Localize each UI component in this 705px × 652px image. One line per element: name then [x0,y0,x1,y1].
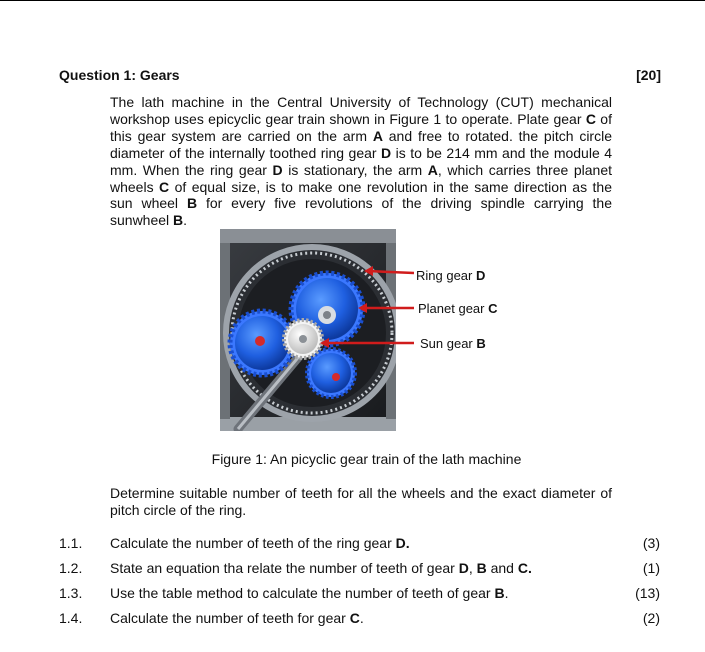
bold-term: B [186,195,198,212]
text-run: , [468,560,477,576]
text-run: . [359,610,364,626]
item-number: 1.1. [59,535,83,551]
item-marks: (1) [642,560,660,576]
question-item [59,610,660,628]
bold-term: D [381,144,392,161]
item-text [110,610,364,626]
text-run: is stationary, the arm [282,161,428,178]
figure-caption: Figure 1: An picyclic gear train of the lath machine [211,451,522,467]
label-planet-gear: Planet gear C [418,301,498,316]
text-run: Use the table method to calculate the number of teeth of gear [110,585,495,601]
item-number: 1.3. [59,585,83,601]
text-run: is to be 214 mm and the module 4 mm. When the ring gear [110,144,612,178]
intro-paragraph [110,94,612,229]
text-run: Calculate the number of teeth for gear [110,610,350,626]
item-marks: (2) [642,610,660,626]
question-item [59,560,660,578]
bold-term: B [494,585,505,601]
text-run: Calculate the number of teeth of the ring gear [110,535,396,551]
planet-gear-left [230,311,294,375]
bold-term: B [173,212,184,229]
text-run: and [486,560,518,576]
text-run: The lath machine in the Central University of Technology (CUT) mechanical workshop uses epicyclic gear train shown in Figure 1 to operate. Plate gear [110,94,612,127]
bold-term: A [427,161,438,178]
gear-train-figure [220,229,520,431]
bold-term: C [159,178,170,195]
item-text [110,560,532,576]
bold-term: C [349,610,360,626]
text-run: . [183,212,188,229]
bold-term: B [476,560,487,576]
bold-term: A [372,127,383,144]
question-marks: [20] [636,67,661,83]
label-sun-gear: Sun gear B [420,336,486,351]
text-run: of this gear system are carried on the arm [110,110,612,144]
gear-train-photo [220,229,520,431]
text-run: of equal size, is to make one revolution in the same direction as the sun wheel [110,178,612,212]
bold-term: C [585,110,596,127]
bold-term: D [272,161,283,178]
item-text [110,535,410,551]
item-marks: (13) [635,585,660,601]
sun-gear [284,320,322,358]
text-run: . [504,585,509,601]
instruction-paragraph: Determine suitable number of teeth for all the wheels and the exact diameter of pitch circle of the ring. [110,485,612,518]
question-item [59,585,660,603]
text-run: and free to rotated. the pitch circle diameter of the internally toothed ring gear [110,127,612,161]
top-rule [0,0,705,1]
text-run: for every five revolutions of the driving spindle carrying the sunwheel [110,195,612,229]
item-number: 1.4. [59,610,83,626]
text-run: , which carries three planet wheels [110,161,612,195]
item-number: 1.2. [59,560,83,576]
label-ring-gear: Ring gear D [416,268,486,283]
photo-area [220,229,398,431]
question-item [59,535,660,553]
text-run: State an equation tha relate the number of teeth of gear [110,560,459,576]
bold-term: C. [517,560,532,576]
item-text [110,585,508,601]
question-title: Question 1: Gears [59,67,180,83]
bold-term: D [458,560,469,576]
item-marks: (3) [642,535,660,551]
bold-term: D. [395,535,410,551]
